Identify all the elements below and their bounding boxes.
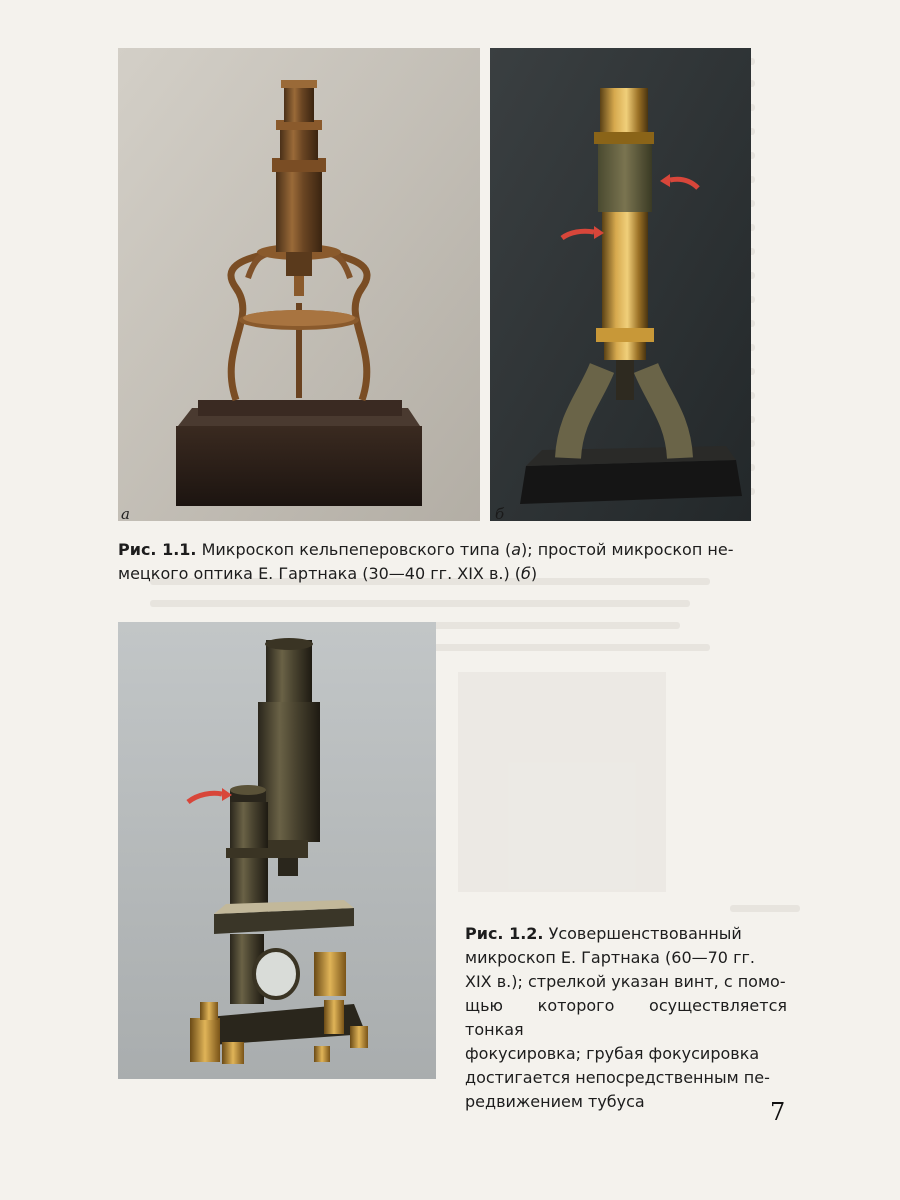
photo-culpeper-microscope [118,48,480,521]
photo-hartnack-simple-microscope [490,48,751,521]
bleed-through-figure [458,672,666,892]
caption-text: фокусировка; грубая фокусировка [465,1044,760,1063]
caption-ref-a: а [511,540,521,559]
panel-label-a: а [121,505,130,523]
figure-1-2-caption-prefix: Рис. 1.2. [465,924,544,943]
photo-improved-hartnack-microscope [118,622,436,1079]
figure-1-1-caption [118,538,758,586]
caption-text: ) [530,564,538,583]
caption-text: ); простой микроскоп не- [521,540,734,559]
caption-text: достигается непосредственным пе- [465,1068,770,1087]
page-number: 7 [770,1098,786,1126]
caption-text: редвижением тубуса [465,1092,645,1111]
caption-text: Микроскоп кельпеперовского типа ( [196,540,512,559]
panel-label-b: б [495,505,505,523]
caption-text: микроскоп Е. Гартнака (60—70 гг. [465,948,755,967]
caption-text: XIX в.); стрелкой указан винт, с помо- [465,972,786,991]
caption-text: Усовершенствованный [543,924,742,943]
caption-text: мецкого оптика Е. Гартнака (30—40 гг. XIX в.) ( [118,564,522,583]
figure-1-1-caption-prefix: Рис. 1.1. [118,540,197,559]
caption-text: щью которого осуществляется тонкая [465,996,787,1039]
caption-ref-b: б [521,564,531,583]
figure-1-2-caption [465,922,787,1114]
